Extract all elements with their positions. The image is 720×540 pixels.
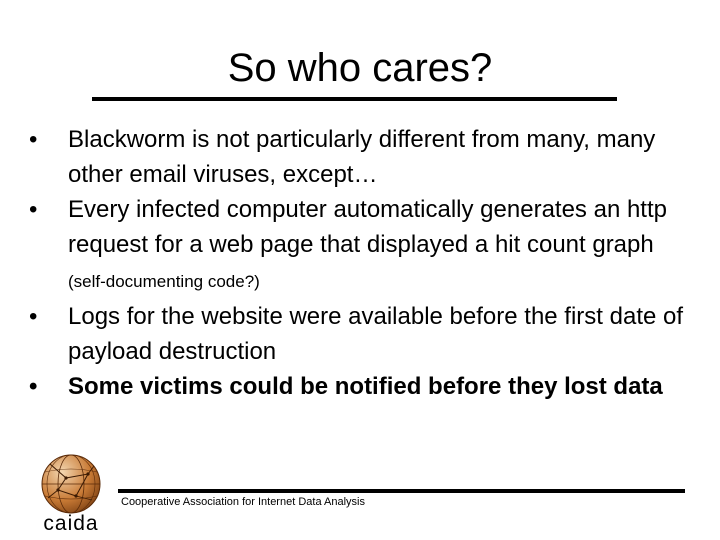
- bullet-item: [0, 192, 688, 299]
- bullet-marker: •: [29, 196, 38, 223]
- bullet-marker: •: [29, 373, 38, 400]
- bullet-item: [0, 299, 688, 369]
- globe-icon: [36, 452, 106, 534]
- footer-organization: Cooperative Association for Internet Data Analysis: [121, 496, 365, 508]
- title-underline: [92, 97, 617, 101]
- bullet-list: [0, 122, 720, 404]
- bullet-marker: •: [29, 126, 38, 153]
- footer-rule: [118, 489, 685, 493]
- bullet-aside-text: (self-documenting code?): [68, 272, 260, 291]
- bullet-marker: •: [29, 303, 38, 330]
- slide-title: So who cares?: [227, 46, 493, 90]
- bullet-text: Blackworm is not particularly different from many, many other email viruses, except…: [68, 126, 656, 188]
- bullet-text: Logs for the website were available before the first date of payload destruction: [68, 303, 684, 365]
- logo-wordmark: caida: [43, 512, 99, 534]
- caida-logo: [36, 452, 106, 534]
- bullet-text: Every infected computer automatically generates an http request for a web page that displayed a hit count graph: [68, 196, 667, 258]
- bullet-item: [0, 122, 688, 192]
- bullet-item: [0, 369, 688, 404]
- bullet-text: Some victims could be notified before they lost data: [68, 373, 663, 400]
